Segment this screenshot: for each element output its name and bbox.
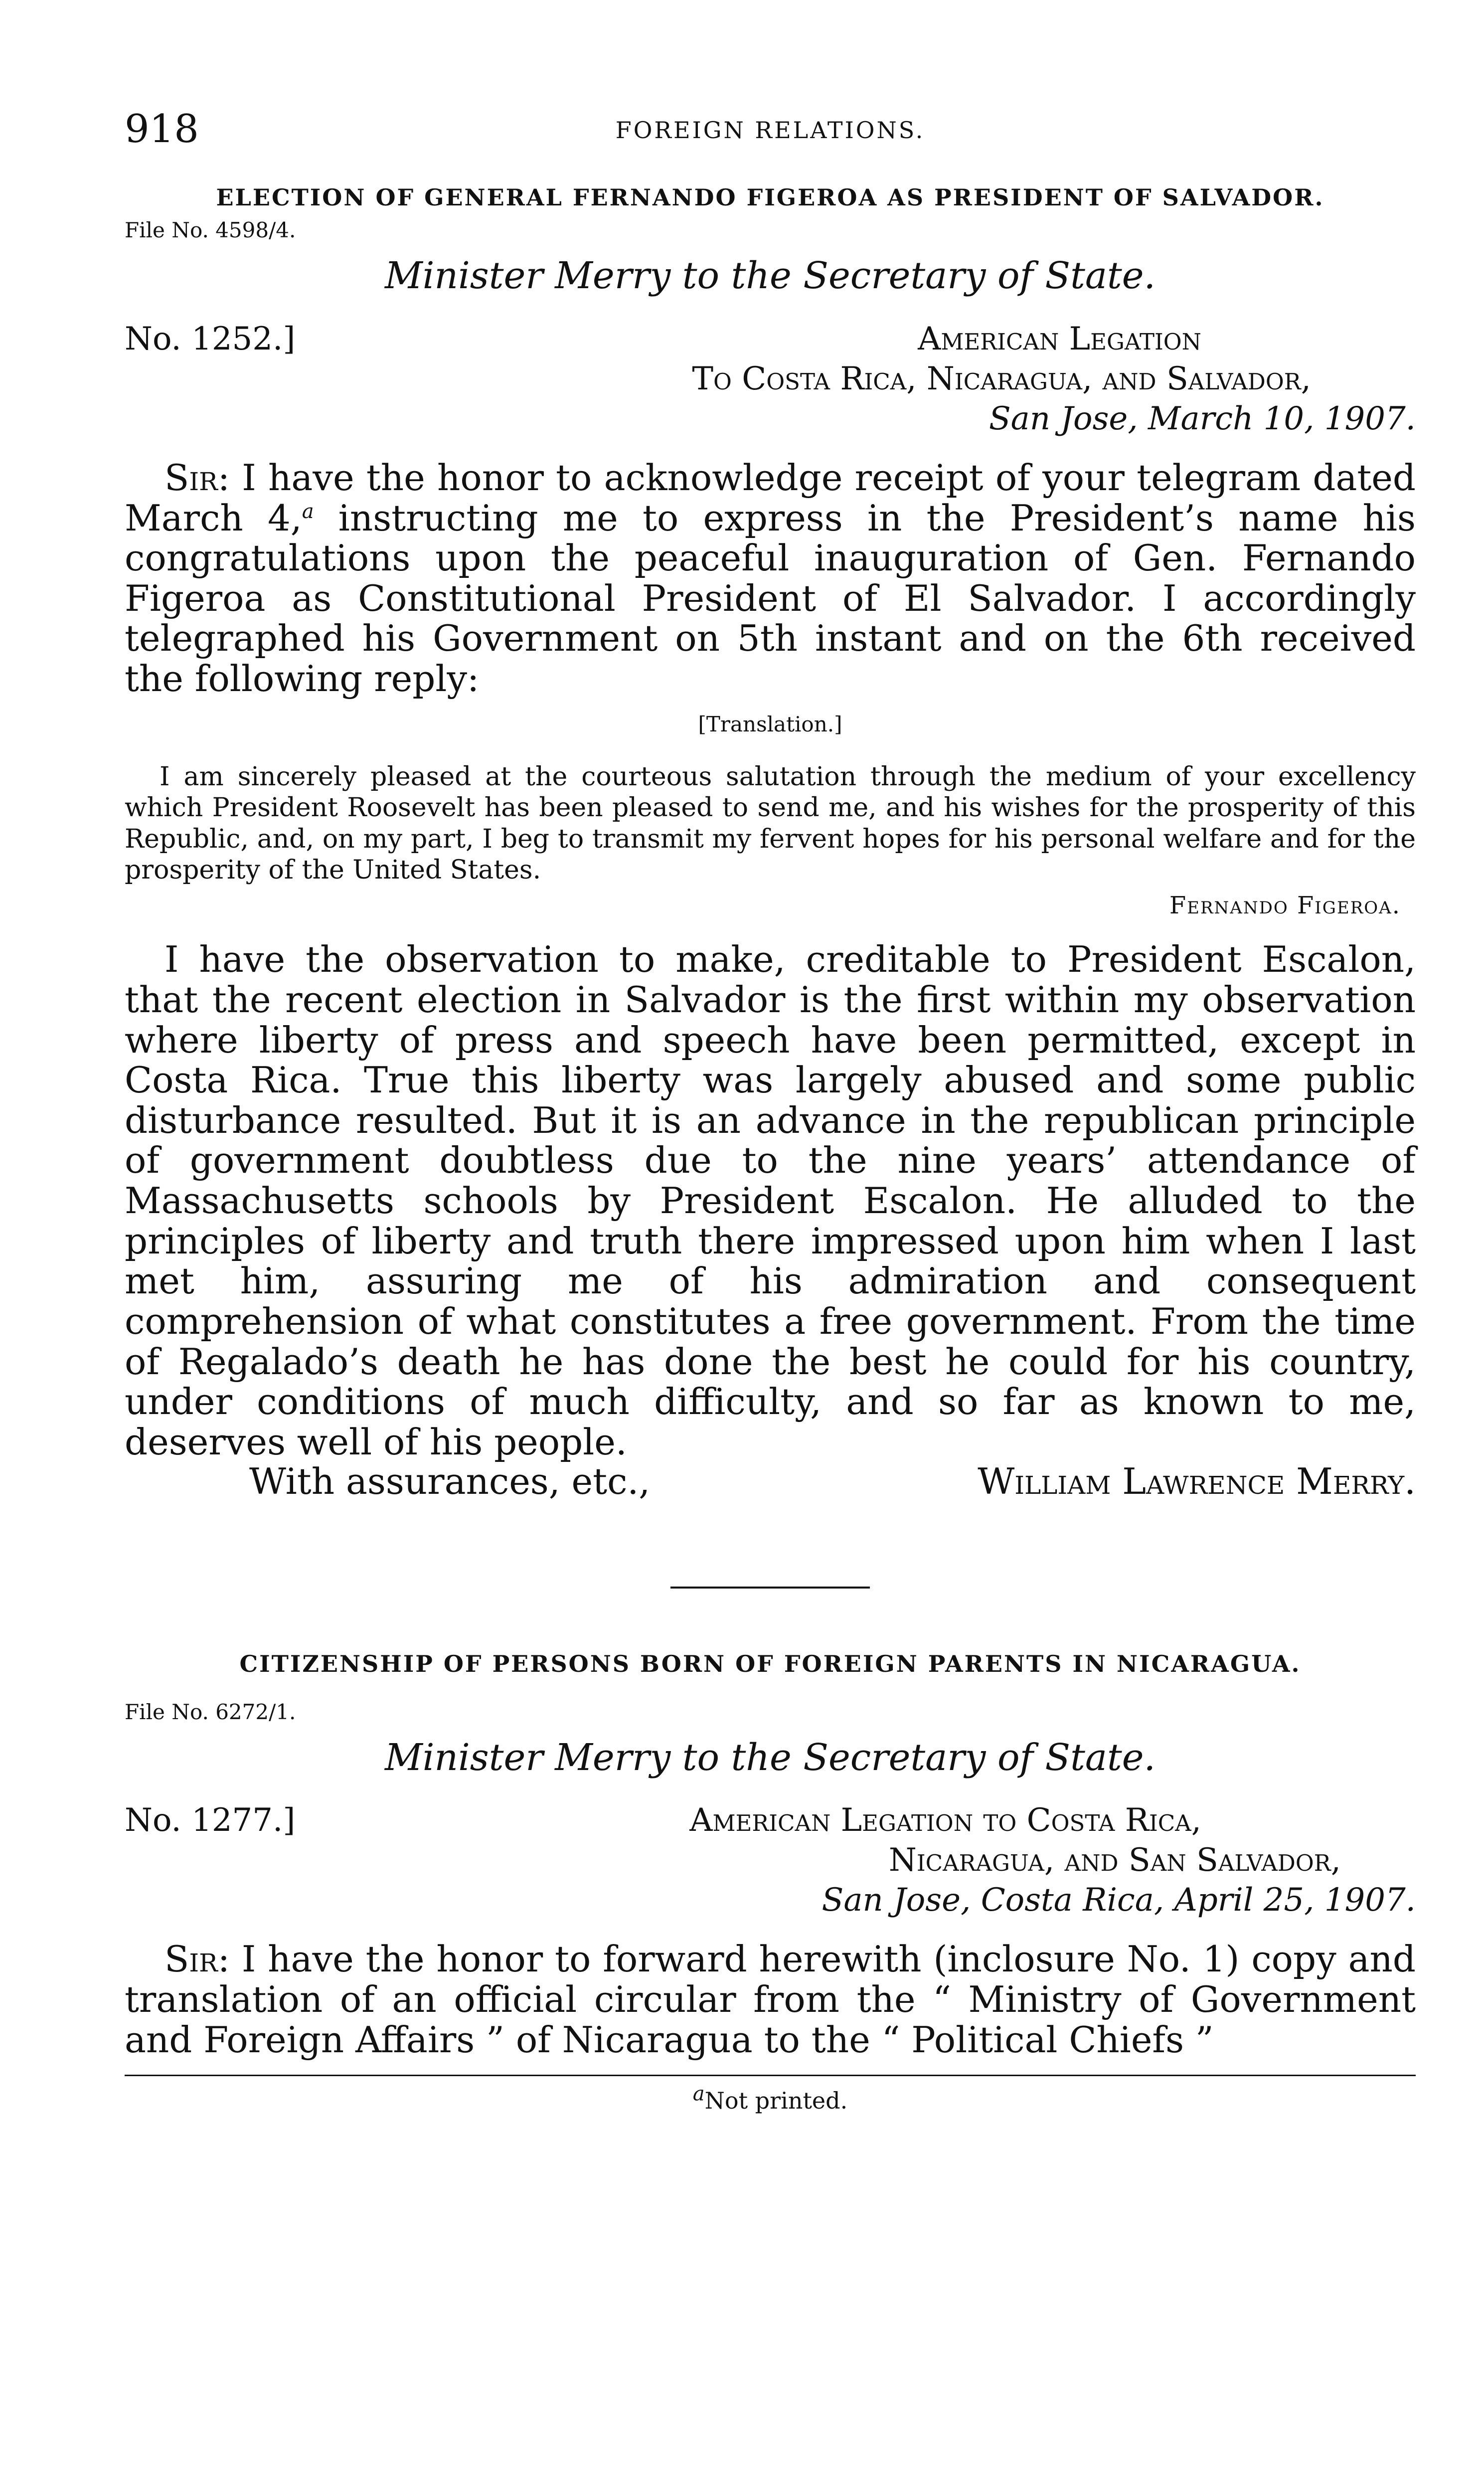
footnote: [125, 2082, 1416, 2115]
file-number: File No. 4598/4.: [125, 218, 296, 243]
running-title: FOREIGN RELATIONS.: [615, 117, 925, 144]
translation-label: [Translation.]: [698, 712, 842, 736]
body-paragraph: [125, 458, 1416, 699]
dispatch-date: San Jose, March 10, 1907.: [989, 400, 1416, 437]
dispatch-date: San Jose, Costa Rica, April 25, 1907.: [822, 1882, 1416, 1919]
page-number: 918: [125, 107, 199, 152]
dispatch-number: No. 1252.]: [125, 320, 296, 357]
section-title: ELECTION OF GENERAL FERNANDO FIGEROA AS PRESIDENT OF SALVADOR.: [216, 184, 1324, 211]
footnote-text: Not printed.: [704, 2087, 848, 2115]
document-page: [125, 90, 1416, 2433]
body-paragraph: I have the observation to make, creditable to President Escalon, that the recent election in Salvador is the first within my observation where liberty of press and speech have been permitted, except in Costa Rica. True this liberty was largely abused and some public disturbance resulted. But it is an advance in the republican principle of government doubtless due to the nine years’ attendance of Massachusetts schools by President Escalon. He alluded to the principles of liberty and truth there impressed upon him when I last met him, assuring me of his admiration and consequent comprehension of what constitutes a free government. From the time of Regalado’s death he has done the best he could for his country, under conditions of much difficulty, and so far as known to me, deserves well of his people.: [125, 938, 1416, 1463]
footnote-mark: a: [692, 2082, 705, 2106]
address-line: Nicaragua, and San Salvador,: [888, 1842, 1341, 1879]
letter-heading: Minister Merry to the Secretary of State.: [384, 1736, 1156, 1779]
body-paragraph: [125, 1939, 1416, 2060]
salutation: Sir:: [165, 1938, 230, 1980]
address-line: American Legation to Costa Rica,: [689, 1802, 1201, 1839]
section-title: CITIZENSHIP OF PERSONS BORN OF FOREIGN PARENTS IN NICARAGUA.: [239, 1650, 1301, 1678]
dispatch-header: [125, 1800, 1416, 1930]
footnote-reference: a: [302, 500, 314, 523]
quote-signature: Fernando Figeroa.: [1169, 891, 1401, 920]
letter-heading: Minister Merry to the Secretary of State.: [384, 254, 1156, 298]
section-divider: [670, 1587, 870, 1589]
dispatch-number: No. 1277.]: [125, 1802, 296, 1839]
paragraph-text: I have the honor to forward herewith (inclosure No. 1) copy and translation of an official circular from the “ Ministry of Government and Foreign Affairs ” of Nicaragua to the “ Political Chiefs ”: [125, 1938, 1416, 2061]
salutation: Sir:: [165, 456, 230, 499]
signature: William Lawrence Merry.: [978, 1460, 1416, 1503]
file-number: File No. 6272/1.: [125, 1699, 296, 1724]
footnote-rule: [125, 2075, 1416, 2076]
address-line: To Costa Rica, Nicaragua, and Salvador,: [692, 360, 1311, 397]
section-citizenship-nicaragua: [125, 1648, 1416, 2060]
address-line: American Legation: [918, 320, 1201, 357]
closing-text: With assurances, etc.,: [249, 1460, 651, 1503]
dispatch-header: [125, 319, 1416, 449]
paragraph-text: I have the honor to acknowledge receipt of your telegram dated March 4,: [125, 456, 1416, 539]
running-head: [125, 90, 1416, 160]
quoted-reply: I am sincerely pleased at the courteous salutation through the medium of your excellency which President Roosevelt has been pleased to send me, and his wishes for the prosperity of this Republic, and, on my part, I beg to transmit my fervent hopes for his personal welfare and for the prosperity of the United States.: [125, 761, 1416, 885]
closing-line: [125, 1462, 1416, 1507]
section-election-figeroa: [125, 182, 1416, 1507]
paragraph-text: instructing me to express in the President’s name his congratulations upon the peaceful inauguration of Gen. Fernando Figeroa as Constitutional President of El Salvador. I accordingly telegraphed his Government on 5th instant and on the 6th received the following reply:: [125, 497, 1416, 700]
